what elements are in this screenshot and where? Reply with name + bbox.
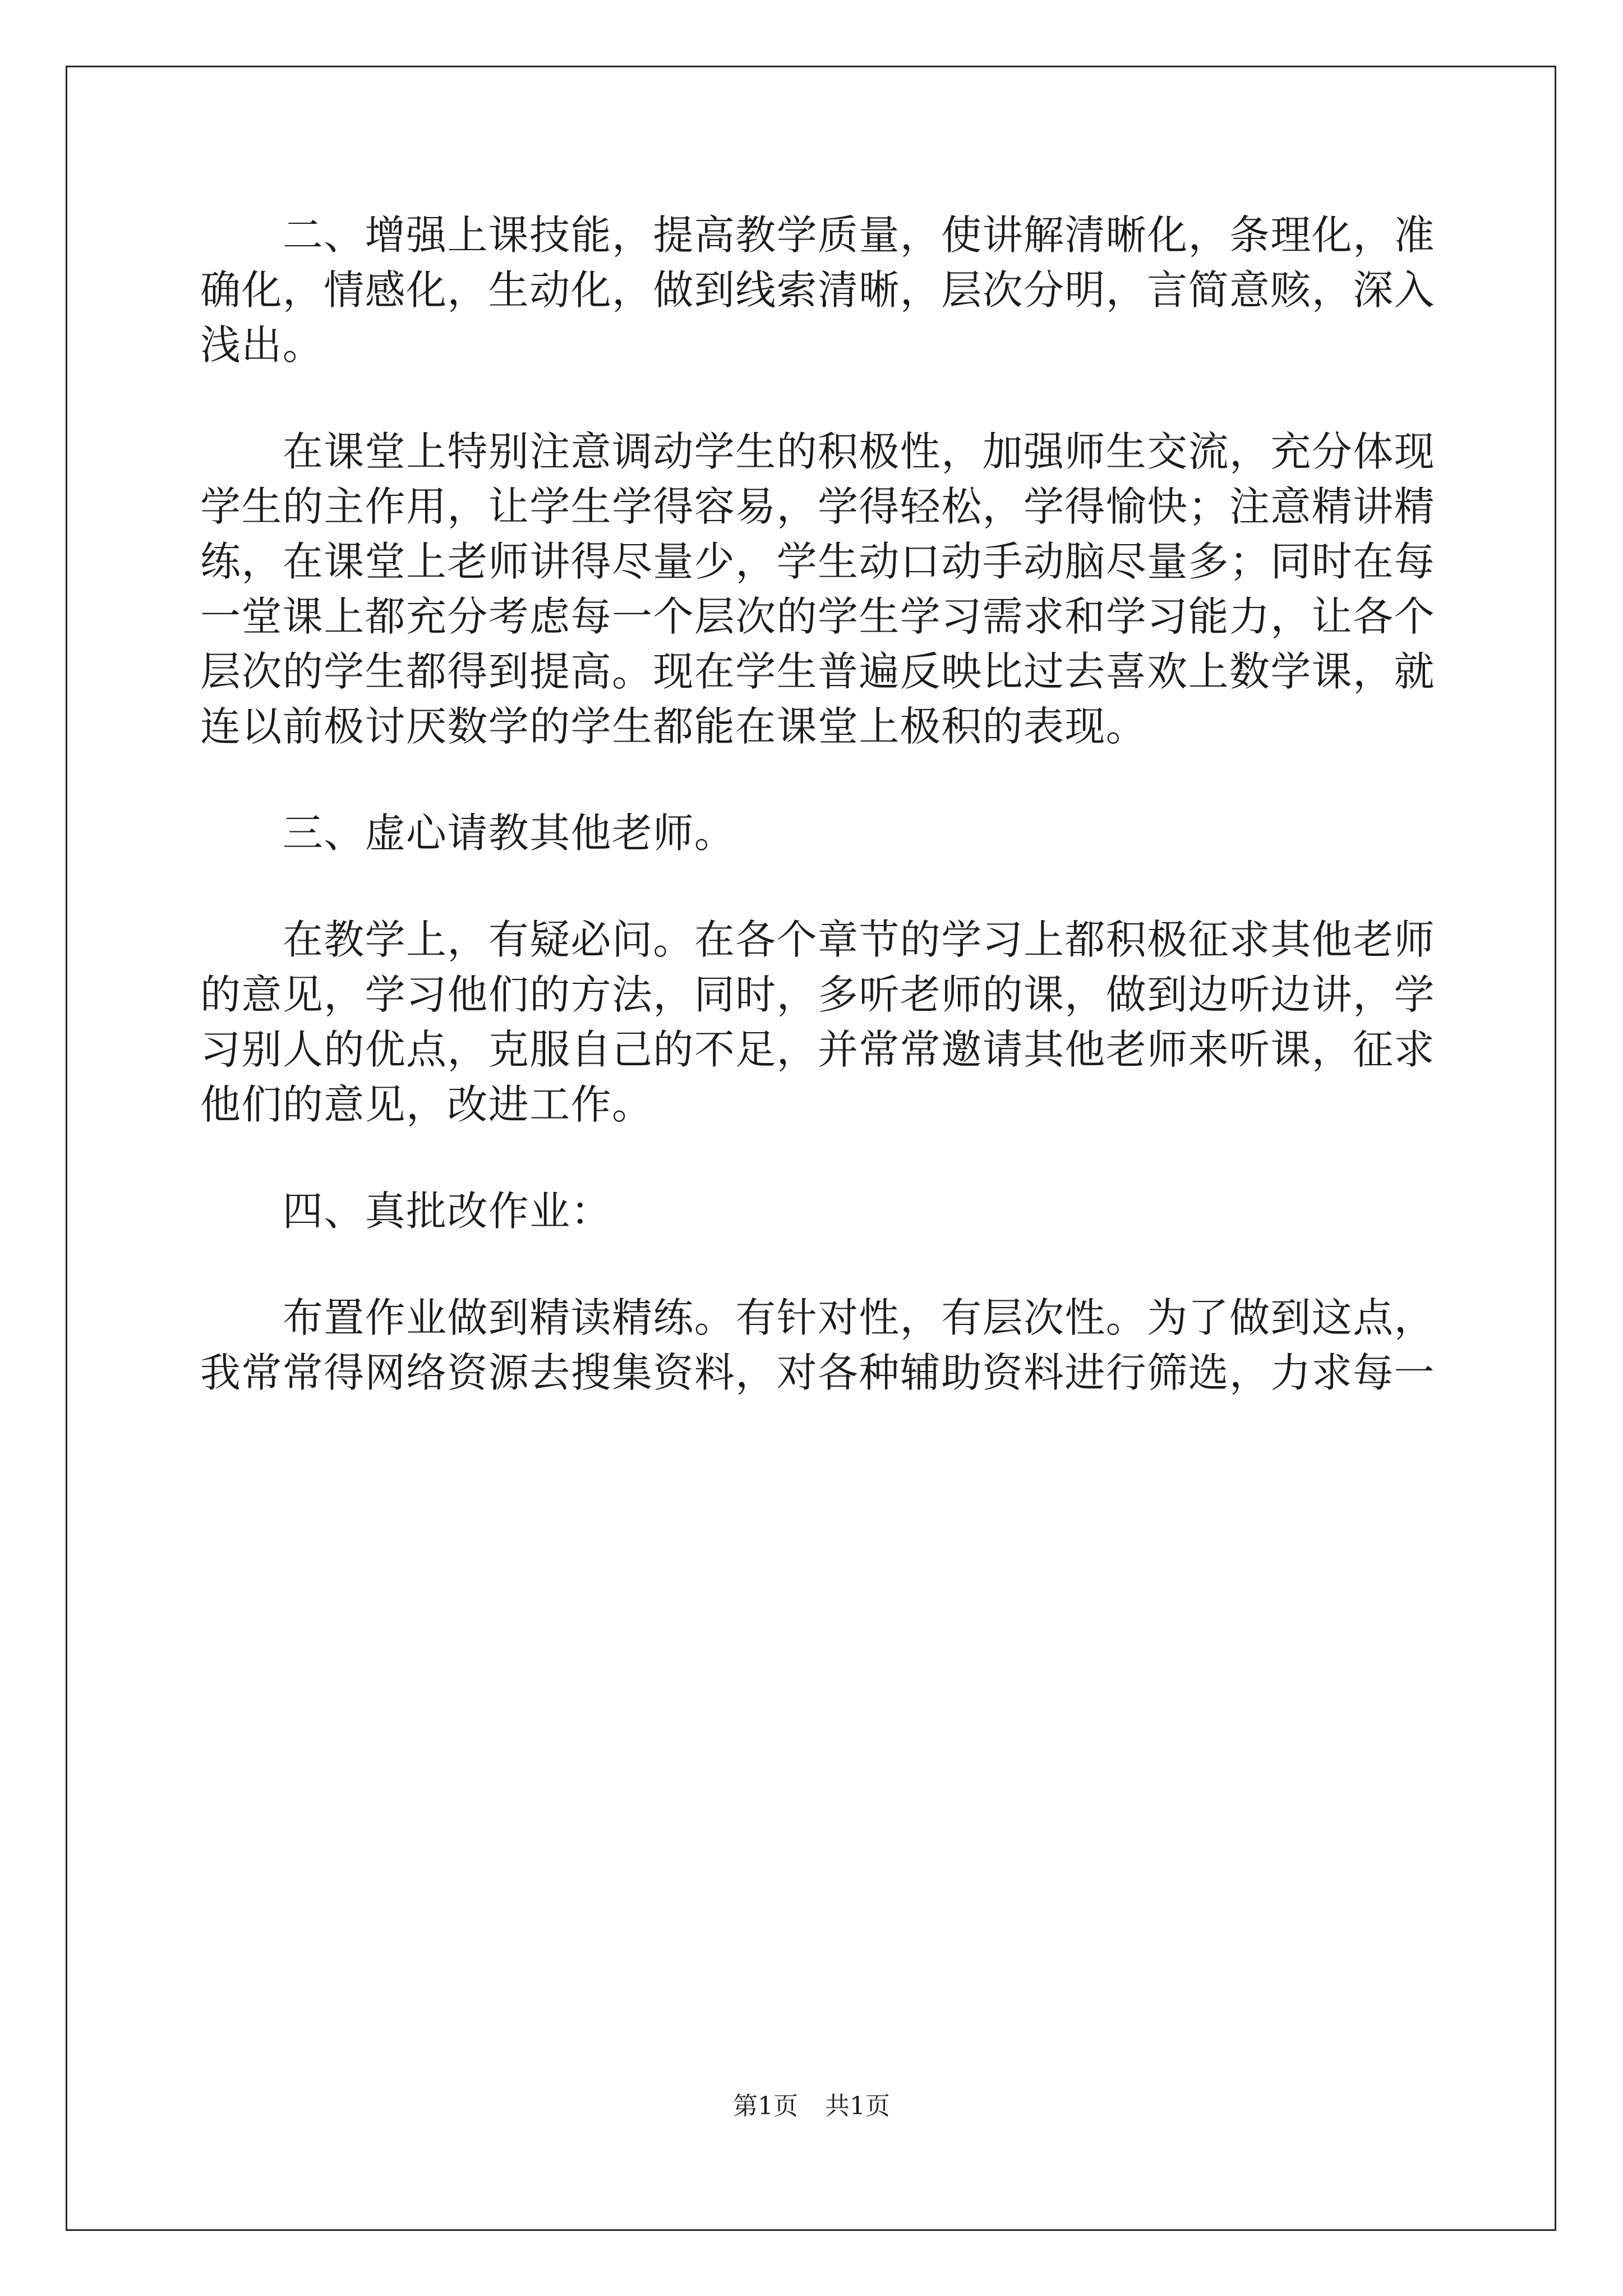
paragraph	[200, 1290, 1434, 1400]
text-line: 层次的学生都得到提高。现在学生普遍反映比过去喜欢上数学课，就	[200, 648, 1436, 695]
paragraph	[200, 424, 1434, 754]
text-line: 练，在课堂上老师讲得尽量少，学生动口动手动脑尽量多；同时在每	[200, 538, 1436, 585]
text-line: 连以前极讨厌数学的学生都能在课堂上极积的表现。	[200, 703, 1147, 750]
page-number: 第1页	[733, 2092, 798, 2120]
text-line: 四、真批改作业：	[200, 1188, 612, 1235]
paragraph	[200, 912, 1434, 1132]
text-line: 习别人的优点，克服自己的不足，并常常邀请其他老师来听课，征求	[200, 1026, 1436, 1073]
section-heading	[200, 1184, 1434, 1239]
text-line: 的意见，学习他们的方法，同时，多听老师的课，做到边听边讲，学	[200, 971, 1436, 1018]
text-line: 我常常得网络资源去搜集资料，对各种辅助资料进行筛选，力求每一	[200, 1349, 1436, 1396]
text-line: 在课堂上特别注意调动学生的积极性，加强师生交流，充分体现	[200, 428, 1436, 475]
text-line: 布置作业做到精读精练。有针对性，有层次性。为了做到这点，	[200, 1294, 1436, 1341]
text-line: 在教学上，有疑必问。在各个章节的学习上都积极征求其他老师	[200, 916, 1436, 963]
section-heading	[200, 806, 1434, 861]
text-line: 一堂课上都充分考虑每一个层次的学生学习需求和学习能力，让各个	[200, 593, 1436, 640]
text-line: 三、虚心请教其他老师。	[200, 809, 736, 857]
text-line: 确化，情感化，生动化，做到线索清晰，层次分明，言简意赅，深入	[200, 266, 1436, 314]
text-line: 二、增强上课技能，提高教学质量，使讲解清晰化，条理化，准	[200, 211, 1436, 259]
document-body	[200, 208, 1434, 1400]
text-line: 他们的意见，改进工作。	[200, 1081, 653, 1128]
paragraph	[200, 208, 1434, 372]
text-line: 浅出。	[200, 321, 324, 369]
page-footer	[0, 2090, 1623, 2123]
text-line: 学生的主作用，让学生学得容易，学得轻松，学得愉快；注意精讲精	[200, 483, 1436, 530]
page-count: 共1页	[825, 2092, 890, 2120]
